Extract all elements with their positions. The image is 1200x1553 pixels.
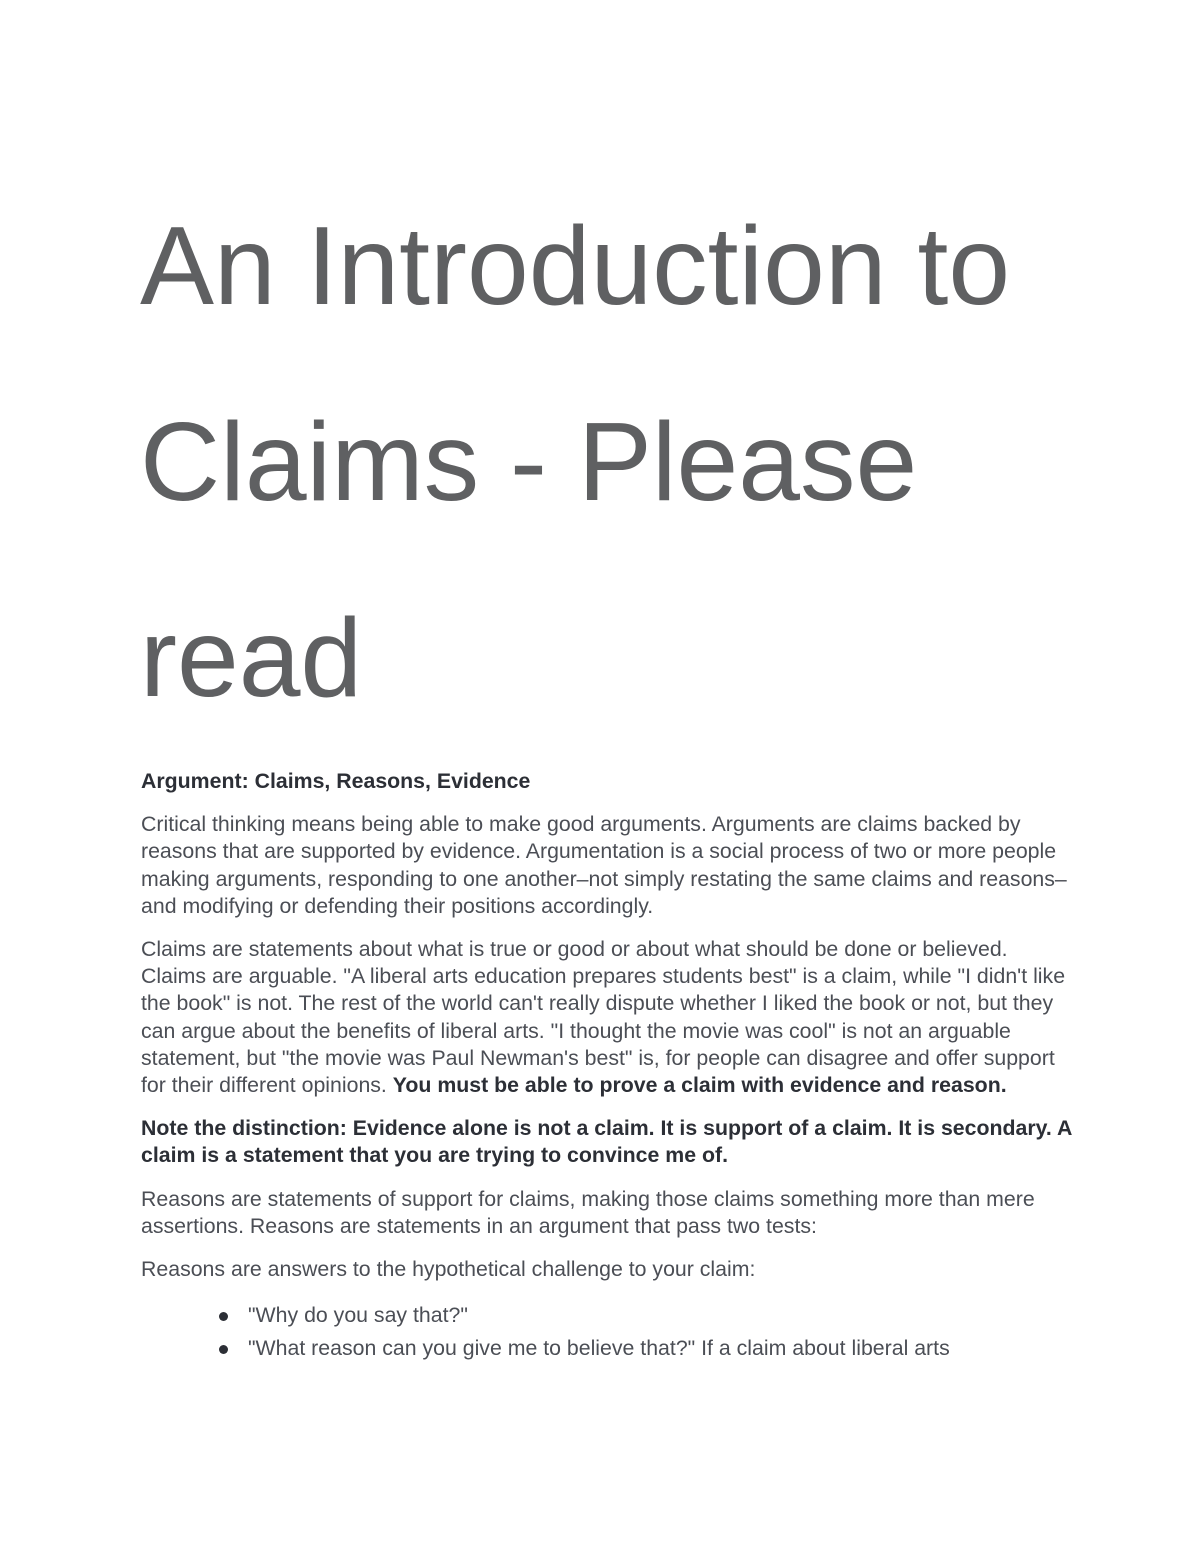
bullet-icon (219, 1345, 228, 1354)
section-heading: Argument: Claims, Reasons, Evidence (141, 769, 531, 793)
bullet-icon (219, 1312, 228, 1321)
list-item (141, 1299, 1076, 1332)
paragraph-reasons-challenge: Reasons are answers to the hypothetical challenge to your claim: (141, 1257, 756, 1282)
document-body (141, 768, 1076, 1365)
paragraph-claims-text: Claims are statements about what is true or good or about what should be done or believed. Claims are arguable. "A liberal arts education prepares students best" is a claim, while "I didn't like the book" is not. The rest of the world can't really dispute whether I liked the book or not, but they can argue about the benefits of liberal arts. "I thought the movie was cool" is not an arguable statement, but "the movie was Paul Newman's best" is, for people can disagree and offer support for their different opinions. (141, 937, 1066, 1098)
paragraph-note-distinction: Note the distinction: Evidence alone is not a claim. It is support of a claim. It is secondary. A claim is a statement that you are trying to convince me of. (141, 1116, 1072, 1168)
paragraph-reasons: Reasons are statements of support for claims, making those claims something more than mere assertions. Reasons are statements in an argument that pass two tests: (141, 1186, 1035, 1238)
document-title: An Introduction to Claims - Please read (140, 204, 1011, 720)
paragraph-arguments: Critical thinking means being able to make good arguments. Arguments are claims backed by reasons that are supported by evidence. Argumentation is a social process of two or more people making arguments, responding to one another–not simply restating the same claims and reasons–and modifying or defending their positions accordingly. (141, 812, 1067, 918)
list-item-text: "Why do you say that?" (248, 1303, 468, 1328)
paragraph-claims-emphasis: You must be able to prove a claim with evidence and reason. (392, 1073, 1007, 1098)
list-item (141, 1332, 1076, 1365)
paragraph-claims (141, 936, 1076, 1099)
list-item-text: "What reason can you give me to believe that?" If a claim about liberal arts (248, 1336, 950, 1361)
bullet-list (141, 1299, 1076, 1365)
